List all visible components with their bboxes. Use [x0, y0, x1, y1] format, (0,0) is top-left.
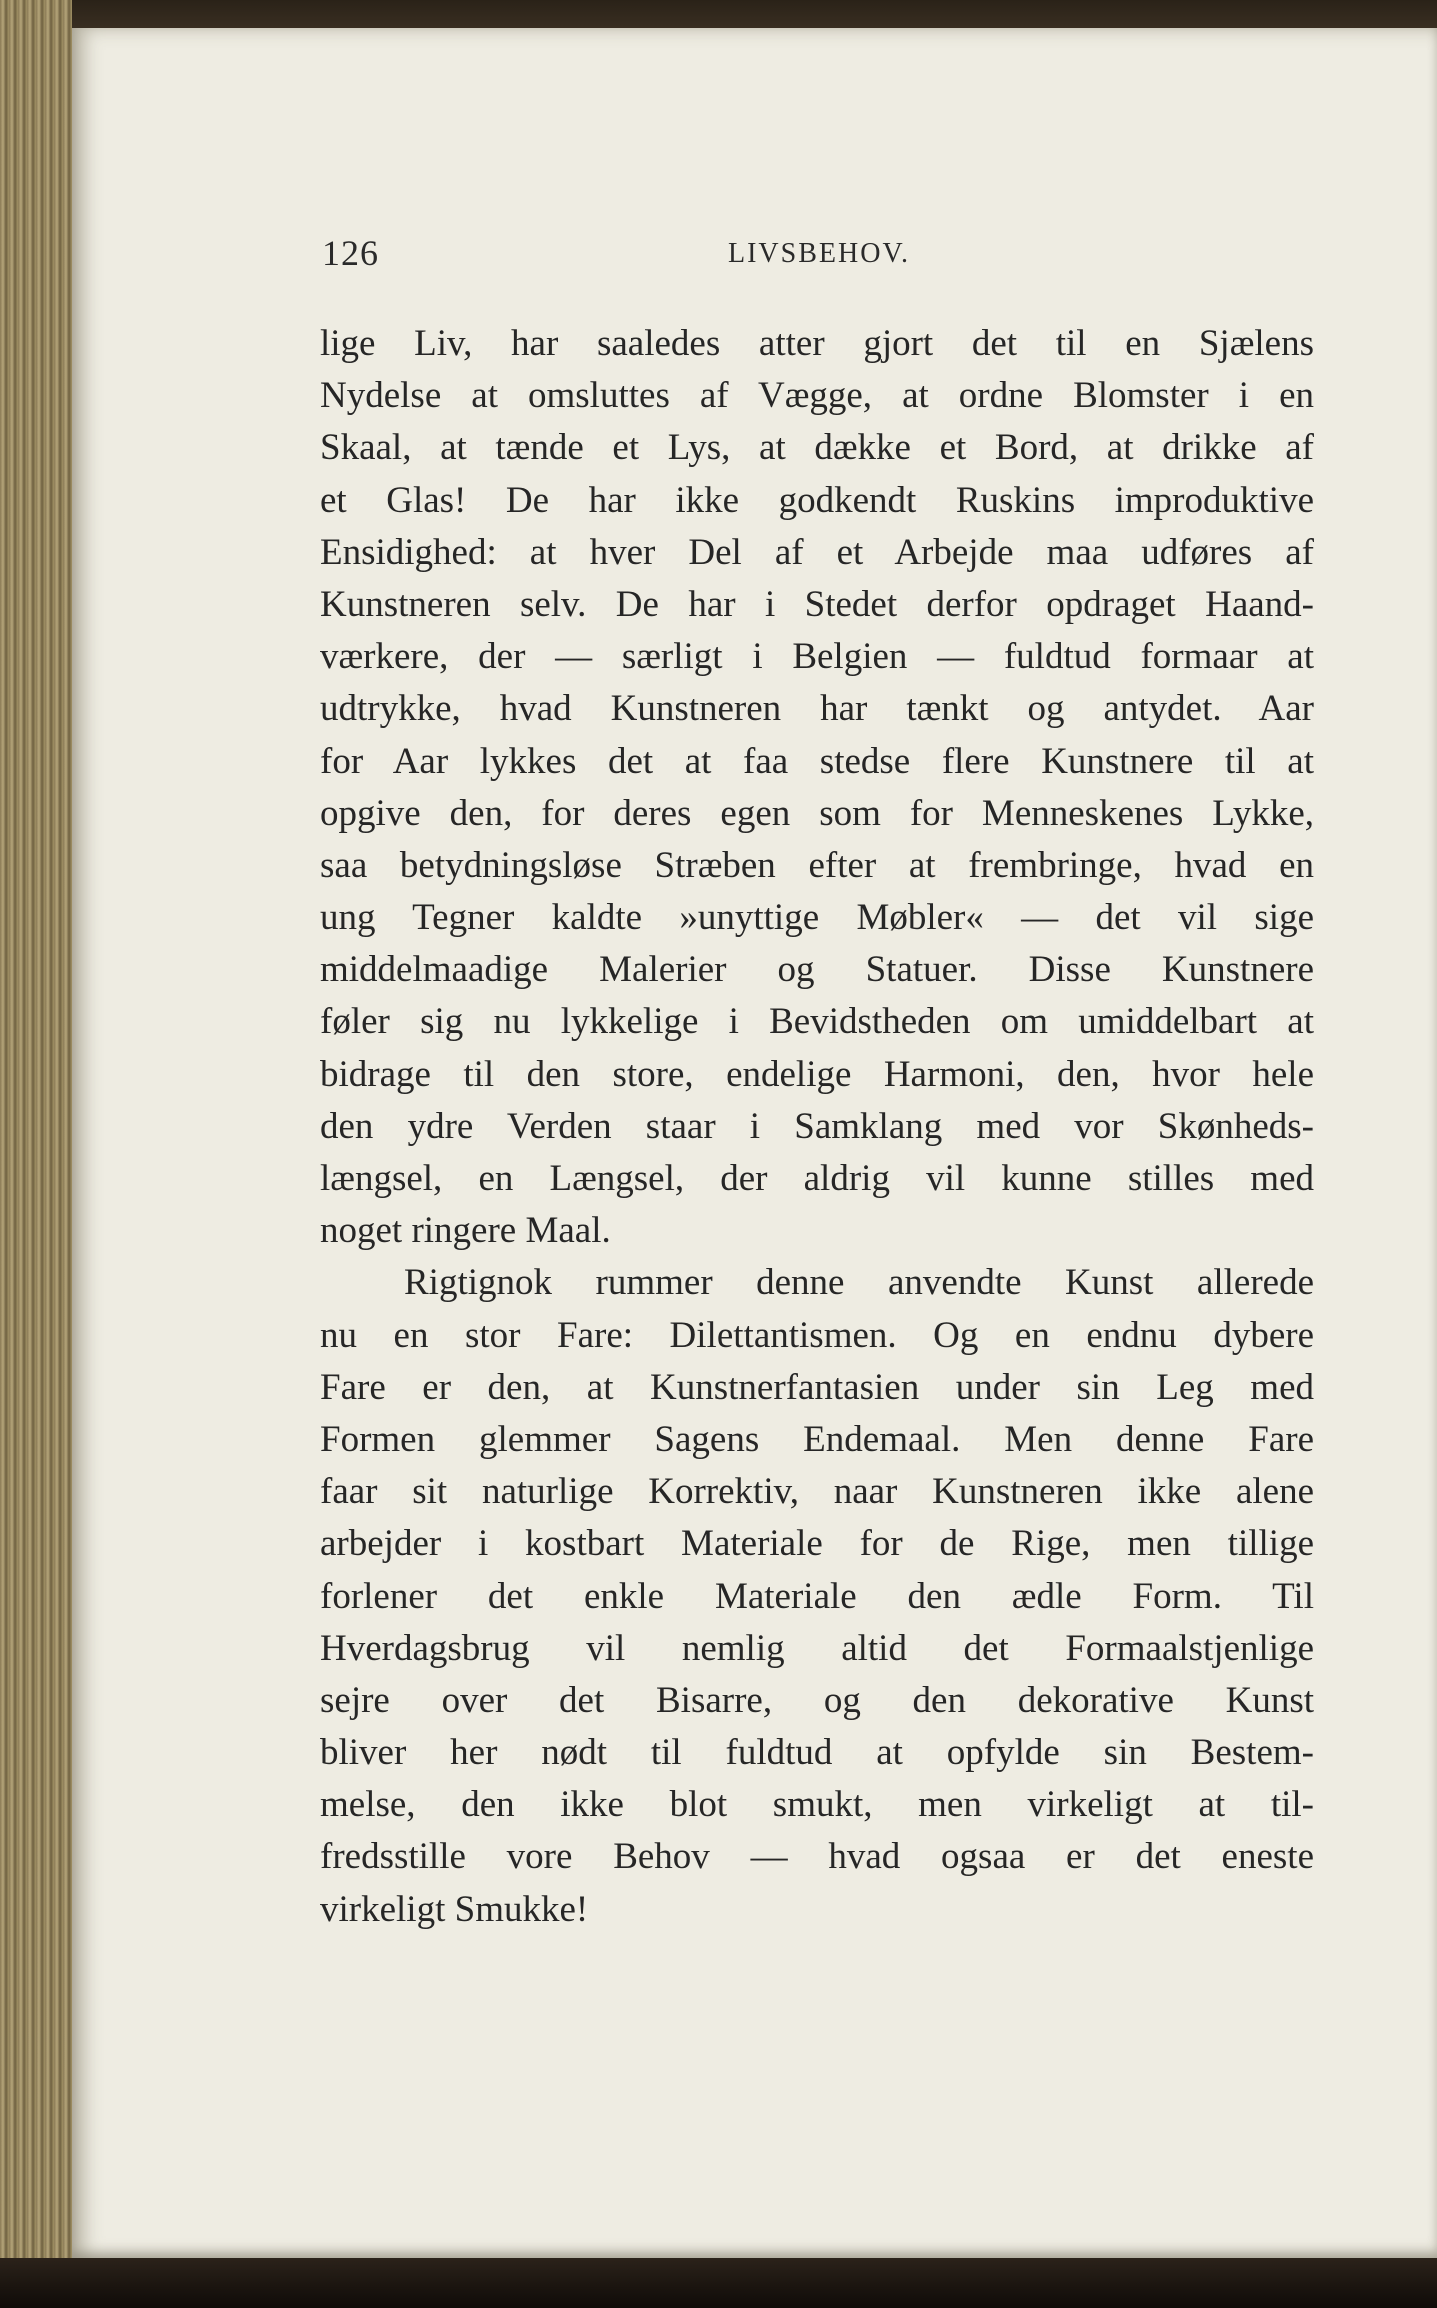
- text-line: Hverdagsbrug vil nemlig altid det Formaalstjenlige: [320, 1627, 1314, 1669]
- text-line: Nydelse at omsluttes af Vægge, at ordne Blomster i en: [320, 375, 1314, 417]
- text-line: fredsstille vore Behov — hvad ogsaa er det eneste: [320, 1836, 1314, 1878]
- text-line: bidrage til den store, endelige Harmoni, den, hvor hele: [320, 1053, 1314, 1095]
- text-line: sejre over det Bisarre, og den dekorative Kunst: [320, 1679, 1314, 1721]
- book-top-edge: [0, 0, 1437, 30]
- text-line: for Aar lykkes det at faa stedse flere Kunstnere til at: [320, 740, 1314, 782]
- text-line: faar sit naturlige Korrektiv, naar Kunstneren ikke alene: [320, 1471, 1314, 1513]
- text-line: melse, den ikke blot smukt, men virkeligt at til-: [320, 1784, 1314, 1826]
- text-line: Skaal, at tænde et Lys, at dække et Bord, at drikke af: [320, 427, 1314, 469]
- body-text: [320, 318, 1314, 1936]
- text-line: nu en stor Fare: Dilettantismen. Og en endnu dybere: [320, 1314, 1314, 1356]
- text-line: et Glas! De har ikke godkendt Ruskins improduktive: [320, 479, 1314, 521]
- text-line: ung Tegner kaldte »unyttige Møbler« — det vil sige: [320, 897, 1314, 939]
- book-bottom-edge: [0, 2258, 1437, 2308]
- page-number: 126: [322, 233, 379, 273]
- text-line: virkeligt Smukke!: [320, 1888, 589, 1930]
- text-line: værkere, der — særligt i Belgien — fuldtud formaar at: [320, 636, 1314, 678]
- text-line: Formen glemmer Sagens Endemaal. Men denne Fare: [320, 1418, 1314, 1460]
- text-line: længsel, en Længsel, der aldrig vil kunne stilles med: [320, 1158, 1314, 1199]
- text-line: den ydre Verden staar i Samklang med vor Skønheds-: [320, 1105, 1314, 1147]
- text-line: Ensidighed: at hver Del af et Arbejde maa udføres af: [320, 531, 1314, 573]
- running-title: LIVSBEHOV.: [728, 238, 911, 269]
- text-line: saa betydningsløse Stræben efter at frembringe, hvad en: [320, 844, 1314, 886]
- text-line: forlener det enkle Materiale den ædle Form. Til: [320, 1575, 1314, 1617]
- text-line: opgive den, for deres egen som for Menneskenes Lykke,: [320, 792, 1314, 834]
- text-line: Rigtignok rummer denne anvendte Kunst allerede: [404, 1262, 1314, 1304]
- text-line: noget ringere Maal.: [320, 1210, 611, 1252]
- text-line: arbejder i kostbart Materiale for de Rige, men tillige: [320, 1523, 1314, 1565]
- text-line: føler sig nu lykkelige i Bevidstheden om umiddelbart at: [320, 1001, 1314, 1043]
- text-line: bliver her nødt til fuldtud at opfylde sin Bestem-: [320, 1732, 1314, 1774]
- text-line: Kunstneren selv. De har i Stedet derfor opdraget Haand-: [320, 583, 1314, 625]
- text-line: Fare er den, at Kunstnerfantasien under sin Leg med: [320, 1366, 1314, 1408]
- book-spine: [0, 0, 72, 2308]
- text-line: udtrykke, hvad Kunstneren har tænkt og antydet. Aar: [320, 688, 1314, 730]
- text-line: middelmaadige Malerier og Statuer. Disse Kunstnere: [320, 949, 1314, 991]
- text-line: lige Liv, har saaledes atter gjort det til en Sjælens: [320, 323, 1314, 364]
